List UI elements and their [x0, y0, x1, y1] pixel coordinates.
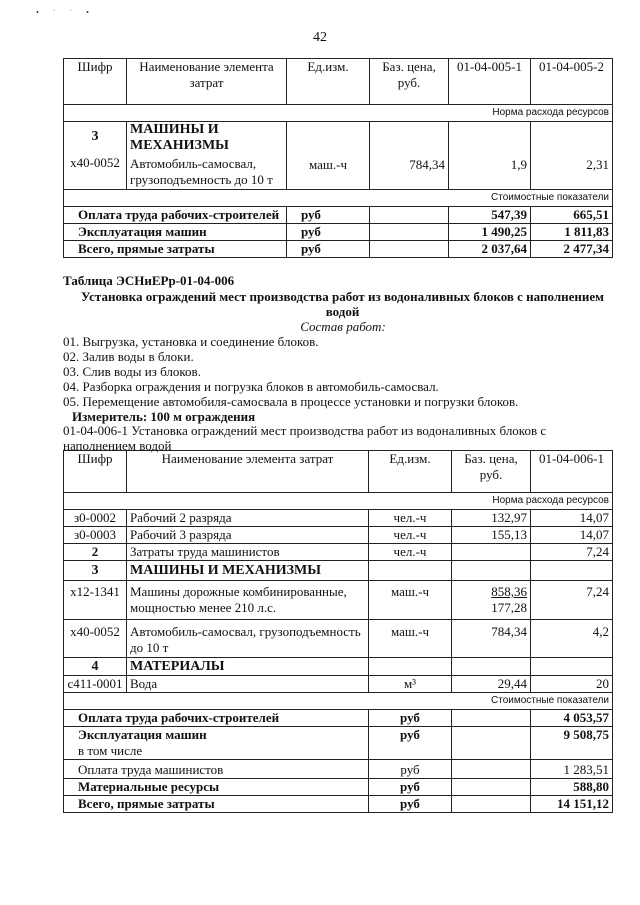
resource-v1: 14,07 — [531, 510, 613, 527]
cost-row — [64, 190, 613, 207]
summary-name: Оплата труда рабочих-строителей — [64, 207, 287, 224]
header-name: Наименование элемента затрат — [127, 451, 369, 493]
resource-name: Рабочий 2 разряда — [127, 510, 369, 527]
resource-price: 784,34 — [409, 157, 445, 172]
resource-name: Затраты труда машинистов — [127, 544, 369, 561]
summary-unit: руб — [369, 760, 452, 779]
header-col2: 01-04-005-2 — [531, 59, 613, 105]
resource-v1: 7,24 — [531, 544, 613, 561]
table-row — [64, 527, 613, 544]
table-row — [64, 122, 613, 190]
summary-v1: 588,80 — [531, 779, 613, 796]
table-header — [64, 59, 613, 105]
header-code: Шифр — [64, 451, 127, 493]
cost-label: Стоимостные показатели — [64, 190, 613, 207]
norm-label: Норма расхода ресурсов — [64, 105, 613, 122]
summary-row — [64, 760, 613, 779]
resource-v1: 14,07 — [531, 527, 613, 544]
summary-row — [64, 727, 613, 760]
resource-name: Вода — [127, 676, 369, 693]
summary-name: Материальные ресурсы — [64, 779, 369, 796]
resource-name: Автомобиль-самосвал, грузоподъемность до 10 т — [130, 156, 273, 187]
resource-name: Автомобиль-самосвал, грузоподъемность до 10 т — [127, 620, 369, 658]
header-unit: Ед.изм. — [369, 451, 452, 493]
resource-unit: маш.-ч — [308, 157, 348, 172]
resource-unit: чел.-ч — [369, 544, 452, 561]
resource-price: 132,97 — [452, 510, 531, 527]
header-unit: Ед.изм. — [287, 59, 370, 105]
table-01-04-005 — [63, 58, 613, 258]
summary-row — [64, 796, 613, 813]
header-price: Баз. цена, руб. — [370, 59, 449, 105]
resource-v1: 20 — [531, 676, 613, 693]
norm-row — [64, 105, 613, 122]
work-item: 03. Слив воды из блоков. — [63, 364, 201, 379]
resource-code: з0-0003 — [64, 527, 127, 544]
resource-v1: 1,9 — [510, 157, 527, 172]
summary-unit: руб — [369, 710, 452, 727]
table-row — [64, 581, 613, 620]
resource-name: Рабочий 3 разряда — [127, 527, 369, 544]
resource-code: с411-0001 — [64, 676, 127, 693]
resource-code: х12-1341 — [64, 581, 127, 620]
table-title: Установка ограждений мест производства работ из водоналивных блоков с наполнением водой — [81, 289, 604, 319]
section-number: 2 — [64, 544, 127, 561]
summary-including: в том числе — [78, 743, 143, 758]
measure: Измеритель: 100 м ограждения — [72, 409, 256, 424]
summary-name: Всего, прямые затраты — [64, 796, 369, 813]
summary-row — [64, 241, 613, 258]
cost-row — [64, 693, 613, 710]
summary-v1: 2 037,64 — [449, 241, 531, 258]
work-item: 05. Перемещение автомобиля-самосвала в процессе установки и погрузки блоков. — [63, 394, 519, 409]
summary-row — [64, 207, 613, 224]
section-title: МАТЕРИАЛЫ — [127, 658, 369, 676]
header-price: Баз. цена, руб. — [452, 451, 531, 493]
cost-label: Стоимостные показатели — [64, 693, 613, 710]
section-number: 3 — [64, 561, 127, 581]
summary-v1: 9 508,75 — [531, 727, 613, 760]
summary-v1: 4 053,57 — [531, 710, 613, 727]
summary-name: Оплата труда машинистов — [64, 760, 369, 779]
work-item: 02. Залив воды в блоки. — [63, 349, 194, 364]
resource-v1: 7,24 — [531, 581, 613, 620]
summary-row — [64, 710, 613, 727]
item-description: 01-04-006-1 Установка ограждений мест производства работ из водоналивных блоков с наполнением водой — [63, 423, 547, 453]
summary-row — [64, 779, 613, 796]
section-row — [64, 561, 613, 581]
header-name: Наименование элемента затрат — [127, 59, 287, 105]
resource-v1: 4,2 — [531, 620, 613, 658]
summary-name: Эксплуатация машин — [78, 727, 207, 742]
resource-price: 155,13 — [452, 527, 531, 544]
table-row — [64, 620, 613, 658]
summary-unit: руб — [369, 796, 452, 813]
resource-name: Машины дорожные комбинированные, мощностью менее 210 л.с. — [127, 581, 369, 620]
resource-unit: чел.-ч — [369, 510, 452, 527]
table-header — [64, 451, 613, 493]
norm-label: Норма расхода ресурсов — [64, 493, 613, 510]
summary-row — [64, 224, 613, 241]
resource-unit: чел.-ч — [369, 527, 452, 544]
page-number: 42 — [313, 30, 327, 45]
summary-unit: руб — [287, 224, 370, 241]
norm-row — [64, 493, 613, 510]
scan-specks: • ˙ ˙ • — [36, 8, 95, 17]
work-item: 01. Выгрузка, установка и соединение блоков. — [63, 334, 319, 349]
summary-v2: 1 811,83 — [531, 224, 613, 241]
resource-v2: 2,31 — [586, 157, 609, 172]
resource-unit: м³ — [369, 676, 452, 693]
resource-code: х40-0052 — [70, 155, 120, 170]
table-code: Таблица ЭСНиЕРр-01-04-006 — [63, 273, 235, 288]
resource-unit: маш.-ч — [369, 581, 452, 620]
resource-price-secondary: 177,28 — [491, 600, 527, 615]
resource-code: з0-0002 — [64, 510, 127, 527]
summary-name: Оплата труда рабочих-строителей — [64, 710, 369, 727]
works-list — [63, 334, 623, 409]
resource-unit: маш.-ч — [369, 620, 452, 658]
section-title: МАШИНЫ И МЕХАНИЗМЫ — [127, 561, 369, 581]
summary-unit: руб — [287, 241, 370, 258]
summary-name: Всего, прямые затраты — [64, 241, 287, 258]
summary-name: Эксплуатация машин — [64, 224, 287, 241]
summary-unit: руб — [287, 207, 370, 224]
table-row — [64, 544, 613, 561]
composition-label: Состав работ: — [300, 319, 386, 334]
resource-price: 29,44 — [452, 676, 531, 693]
summary-v2: 2 477,34 — [531, 241, 613, 258]
resource-price: 858,36 — [491, 584, 527, 599]
section-number: 3 — [91, 129, 99, 144]
section-row — [64, 658, 613, 676]
header-code: Шифр — [64, 59, 127, 105]
table-01-04-006 — [63, 450, 613, 813]
summary-v1: 1 490,25 — [449, 224, 531, 241]
summary-v1: 547,39 — [449, 207, 531, 224]
summary-v1: 1 283,51 — [531, 760, 613, 779]
table-row — [64, 676, 613, 693]
section-title: МАШИНЫ И МЕХАНИЗМЫ — [130, 122, 229, 153]
summary-v1: 14 151,12 — [531, 796, 613, 813]
summary-unit: руб — [369, 727, 452, 760]
summary-v2: 665,51 — [531, 207, 613, 224]
work-item: 04. Разборка ограждения и погрузка блоков в автомобиль-самосвал. — [63, 379, 439, 394]
header-col1: 01-04-005-1 — [449, 59, 531, 105]
table-row — [64, 510, 613, 527]
section-number: 4 — [64, 658, 127, 676]
summary-unit: руб — [369, 779, 452, 796]
resource-code: х40-0052 — [64, 620, 127, 658]
resource-price: 784,34 — [452, 620, 531, 658]
header-col1: 01-04-006-1 — [531, 451, 613, 493]
